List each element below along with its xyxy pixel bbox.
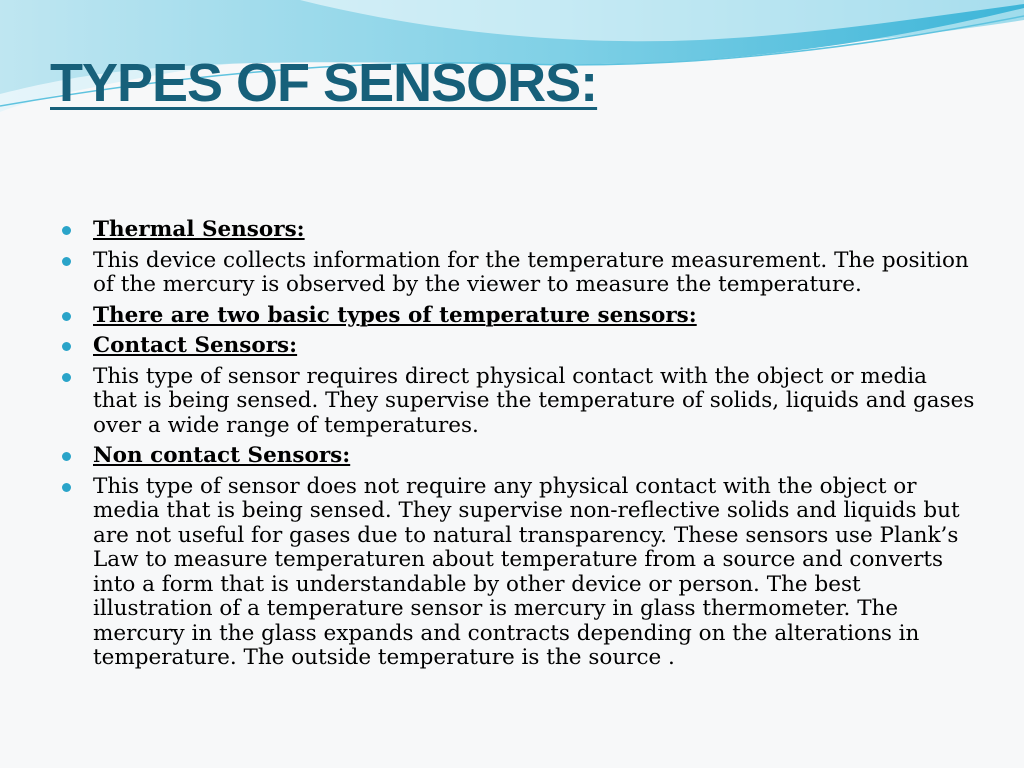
bullet-dot-icon (62, 342, 71, 351)
bullet-dot-icon (62, 452, 71, 461)
bullet-text: This type of sensor does not require any physical contact with the object or media that is being sensed. They supervise non-reflective solids and liquids but are not useful for gases due to natural transparency. These sensors use Plank’s Law to measure temperaturen about temperature from a source and converts into a form that is understandable by other device or person. The best illustration of a temperature sensor is mercury in glass thermometer. The mercury in the glass expands and contracts depending on the alterations in temperature. The outside temperature is the source . (93, 473, 960, 670)
bullet-contact-sensors-heading (60, 334, 975, 359)
bullet-dot-icon (62, 373, 71, 382)
bullet-contact-description (60, 365, 975, 439)
bullet-text: Contact Sensors: (93, 333, 298, 358)
bullet-non-contact-sensors-heading (60, 444, 975, 469)
bullet-dot-icon (62, 312, 71, 321)
bullet-text: There are two basic types of temperature sensors: (93, 302, 697, 328)
bullet-text: This device collects information for the temperature measurement. The position of the mercury is observed by the viewer to measure the temperature. (93, 247, 969, 297)
bullet-dot-icon (62, 226, 71, 235)
slide-title: TYPES OF SENSORS: (50, 53, 598, 113)
bullet-thermal-description (60, 249, 975, 298)
bullet-non-contact-description (60, 475, 975, 671)
bullet-text: Thermal Sensors: (93, 217, 305, 242)
bullet-dot-icon (62, 257, 71, 266)
bullet-thermal-sensors-heading (60, 218, 975, 243)
bullet-text: This type of sensor requires direct physical contact with the object or media that is being sensed. They supervise the temperature of solids, liquids and gases over a wide range of temperatures. (93, 363, 975, 438)
bullet-two-types-heading (60, 304, 975, 329)
bullet-list (60, 218, 975, 677)
bullet-dot-icon (62, 483, 71, 492)
bullet-text: Non contact Sensors: (93, 443, 351, 468)
